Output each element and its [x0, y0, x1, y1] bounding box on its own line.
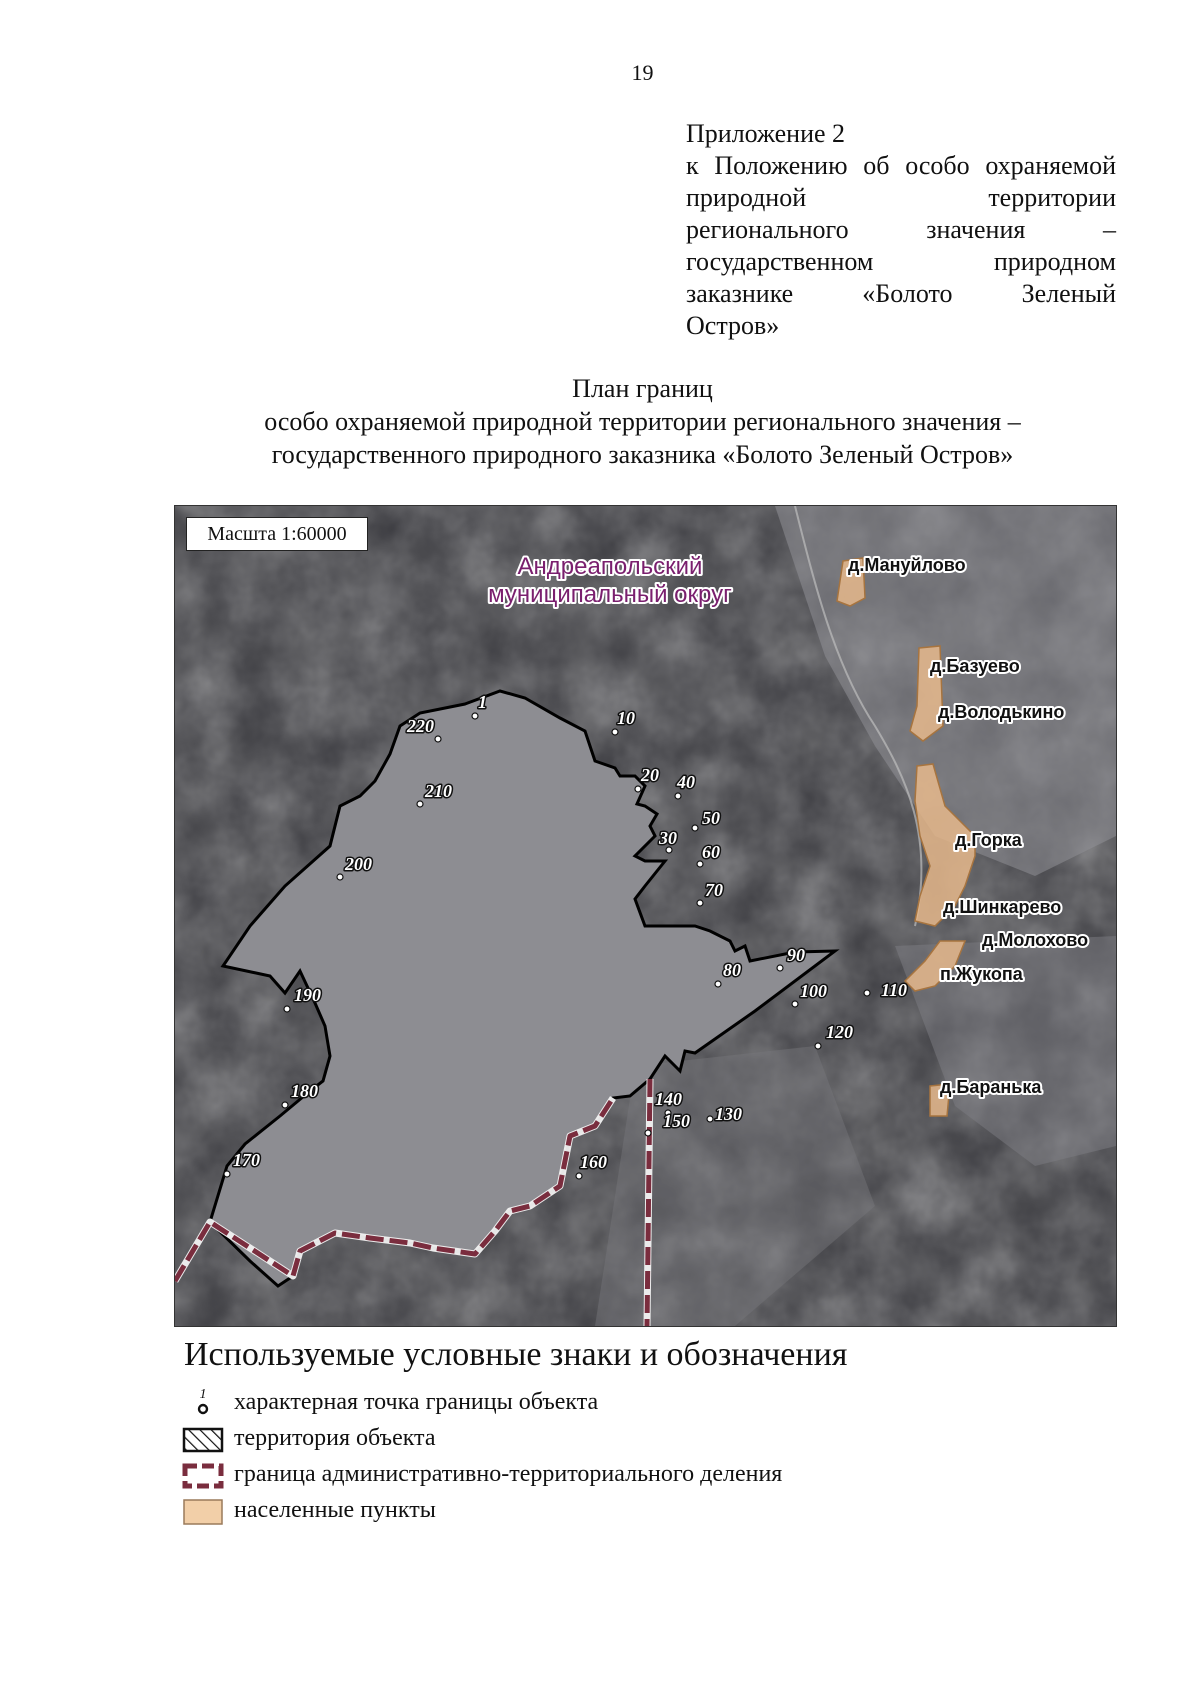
- legend-label: территория объекта: [234, 1425, 436, 1451]
- appendix-block: [686, 118, 1116, 342]
- boundary-point-marker: [864, 990, 870, 996]
- boundary-point-marker: [576, 1173, 582, 1179]
- boundary-point-marker: [224, 1171, 230, 1177]
- boundary-point-label: 70: [705, 880, 723, 900]
- boundary-point-marker: [792, 1001, 798, 1007]
- boundary-point-label: 10: [617, 708, 635, 728]
- boundary-point-label: 30: [659, 828, 677, 848]
- hatched-area-icon: [182, 1424, 224, 1454]
- boundary-point-marker: [777, 965, 783, 971]
- boundary-point-icon: [182, 1388, 224, 1418]
- boundary-point-label: 100: [800, 981, 827, 1001]
- boundary-point-label: 210: [425, 781, 452, 801]
- boundary-point-marker: [697, 900, 703, 906]
- boundary-point-label: 170: [233, 1150, 260, 1170]
- boundary-point-marker: [337, 874, 343, 880]
- boundary-point-label: 180: [291, 1081, 318, 1101]
- legend-label: характерная точка границы объекта: [234, 1389, 599, 1415]
- boundary-point-label: 20: [641, 765, 659, 785]
- legend-label: населенные пункты: [234, 1497, 436, 1523]
- appendix-line: регионального значения –: [686, 215, 1116, 244]
- appendix-line: заказнике «Болото Зеленый: [686, 279, 1116, 308]
- appendix-line: государственном природном: [686, 247, 1116, 276]
- legend-label: граница административно-территориального деления: [234, 1461, 783, 1487]
- boundary-point-marker: [435, 736, 441, 742]
- settlement-label: д.Баранька: [940, 1077, 1042, 1097]
- boundary-point-label: 40: [677, 772, 695, 792]
- admin-border-icon: [182, 1460, 224, 1490]
- appendix-line: Остров»: [686, 311, 780, 340]
- boundary-point-marker: [645, 1130, 651, 1136]
- boundary-point-label: 130: [715, 1104, 742, 1124]
- boundary-map: [174, 505, 1117, 1327]
- legend-title: Используемые условные знаки и обозначения: [184, 1336, 848, 1373]
- appendix-line: Приложение 2: [686, 119, 846, 148]
- page-number: 19: [631, 60, 654, 85]
- boundary-point-marker: [612, 729, 618, 735]
- map-canvas: [175, 506, 1116, 1326]
- plan-title: [150, 372, 1135, 471]
- boundary-point-label: 220: [407, 716, 434, 736]
- boundary-point-label: 160: [580, 1152, 607, 1172]
- boundary-point-label: 1: [478, 692, 487, 712]
- boundary-point-label: 200: [345, 854, 372, 874]
- settlement-label: д.Базуево: [930, 656, 1020, 676]
- boundary-point-label: 150: [663, 1111, 690, 1131]
- settlement-label: д.Шинкарево: [943, 897, 1062, 917]
- boundary-point-marker: [282, 1102, 288, 1108]
- boundary-point-marker: [715, 981, 721, 987]
- boundary-point-label: 190: [294, 985, 321, 1005]
- plan-title-line: особо охраняемой природной территории регионального значения –: [264, 407, 1021, 436]
- district-label-line: муниципальный округ: [488, 581, 732, 608]
- boundary-point-label: 80: [723, 960, 741, 980]
- district-label: [488, 553, 732, 608]
- boundary-point-marker: [707, 1116, 713, 1122]
- boundary-point-label: 120: [826, 1022, 853, 1042]
- boundary-point-label: 140: [655, 1089, 682, 1109]
- plan-title-line: государственного природного заказника «Болото Зеленый Остров»: [271, 440, 1014, 469]
- legend-point-number: 1: [199, 1388, 207, 1402]
- boundary-point-marker: [472, 713, 478, 719]
- boundary-point-label: 90: [787, 945, 805, 965]
- boundary-point-label: 110: [881, 980, 908, 1000]
- appendix-line: природной территории: [686, 183, 1116, 212]
- settlement-label: д.Молохово: [982, 930, 1089, 950]
- plan-title-line: План границ: [572, 374, 713, 403]
- settlement-label: д.Мануйлово: [848, 555, 966, 575]
- boundary-point-label: 50: [702, 808, 720, 828]
- boundary-point-marker: [815, 1043, 821, 1049]
- boundary-point-marker: [675, 793, 681, 799]
- boundary-point-marker: [284, 1006, 290, 1012]
- appendix-line: к Положению об особо охраняемой: [686, 151, 1116, 180]
- settlement-label: п.Жукопа: [940, 964, 1023, 984]
- settlement-label: д.Володькино: [938, 702, 1065, 722]
- settlement-fill-icon: [182, 1496, 224, 1526]
- district-label-line: Андреапольский: [517, 553, 703, 580]
- boundary-point-label: 60: [702, 842, 720, 862]
- boundary-point-marker: [692, 825, 698, 831]
- scale-label: Масшта 1:60000: [186, 517, 368, 551]
- boundary-point-marker: [635, 786, 641, 792]
- settlement-label: д.Горка: [955, 830, 1022, 850]
- boundary-point-marker: [417, 801, 423, 807]
